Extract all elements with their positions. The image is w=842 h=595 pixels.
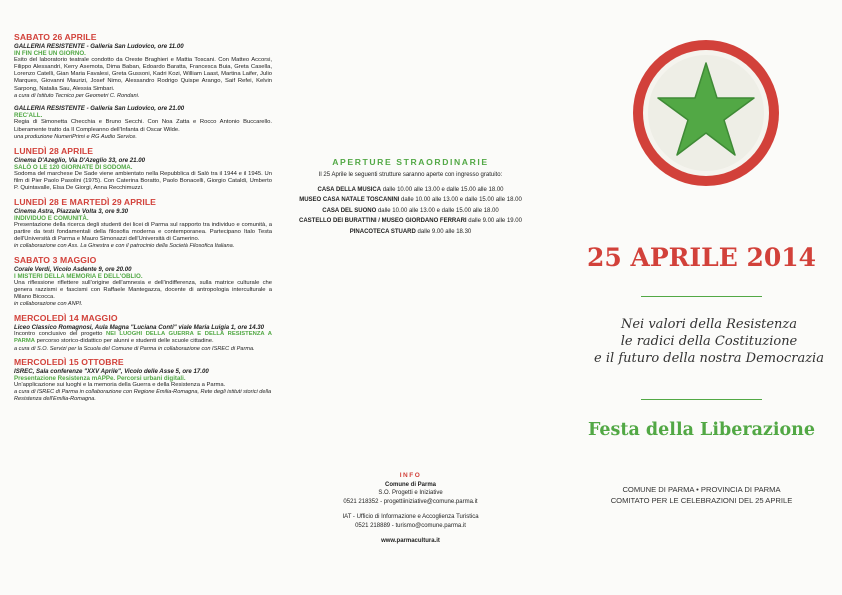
venue-hours: dalle 10.00 alle 13.00 e dalle 15.00 alle 18.00 [399, 197, 522, 204]
venue-name: CASA DELLA MUSICA [317, 187, 382, 193]
motto [589, 316, 829, 367]
event-date: SABATO 26 APRILE [14, 32, 97, 42]
event-description: Un'applicazione sui luoghi e la memoria della Guerra e della Resistenza a Parma. [14, 382, 226, 389]
motto-line: e il futuro della nostra Democrazia [594, 351, 824, 367]
aperture-item [280, 227, 541, 237]
event-credit: in collaborazione con ANPI. [14, 301, 83, 308]
aperture-list [280, 185, 541, 237]
venue-hours: dalle 10.00 alle 13.00 e dalle 15.00 alle 18.00 [376, 207, 499, 214]
event-venue: GALLERIA RESISTENTE - Galleria San Ludovico, ore 21.00 [14, 105, 185, 113]
event-description [14, 331, 272, 345]
venue-name: PINACOTECA STUARD [349, 228, 416, 235]
motto-line: le radici della Costituzione [620, 334, 798, 350]
event-date: MERCOLEDÌ 15 OTTOBRE [14, 357, 124, 368]
events-column [0, 0, 280, 595]
event-section [14, 313, 272, 352]
event-section [14, 357, 272, 403]
info-contact[interactable]: 0521 218889 - turismo@comune.parma.it [355, 523, 466, 530]
event-credit: in collaborazione con Ass. La Ginestra e con il patrocinio della Società Filosofica Italiana. [14, 243, 235, 250]
event-title: INDIVIDUO E COMUNITÀ. [14, 214, 89, 222]
venue-name: CASA DEL SUONO [322, 207, 377, 214]
event-project-name: NEI LUOGHI DELLA GUERRA E DELLA RESISTENZA A PARMA [14, 331, 272, 345]
aperture-item [280, 195, 541, 205]
event-section [14, 197, 272, 250]
venue-name: CASTELLO DEI BURATTINI / MUSEO GIORDANO FERRARI [299, 218, 467, 225]
main-title: 25 APRILE 2014 [586, 243, 817, 272]
event-section [14, 105, 272, 140]
info-title: INFO [399, 472, 422, 479]
aperture-item [280, 206, 541, 216]
venue-hours: dalle 9.00 alle 19.00 [466, 218, 522, 225]
info-contact[interactable]: 0521 218352 - progettiiniziative@comune.parma.it [343, 499, 478, 506]
event-title: SALÒ O LE 120 GIORNATE DI SODOMA. [14, 163, 133, 171]
motto-line: Nei valori della Resistenza [620, 317, 798, 332]
organizers-line: COMITATO PER LE CELEBRAZIONI DEL 25 APRILE [610, 496, 793, 505]
aperture-item [280, 185, 541, 195]
event-section [14, 255, 272, 308]
event-section [14, 146, 272, 192]
event-credit: una produzione NumeriPrimi e RG Audio Service. [14, 133, 137, 140]
event-description-intro: Incontro conclusivo del progetto [14, 331, 107, 338]
event-description-rest: percorso storico-didattico per alunni e studenti delle scuole cittadine. [35, 338, 214, 345]
event-venue: Cinema D'Azeglio, Via D'Azeglio 33, ore 21.00 [14, 156, 146, 164]
info-iat: IAT - Ufficio di Informazione e Accoglienza Turistica [342, 514, 479, 521]
event-section [14, 32, 272, 99]
event-date: MERCOLEDÌ 14 MAGGIO [14, 313, 118, 324]
event-description: Regia di Simonetta Checchia e Bruno Secchi. Con Noa Zatta e Rocco Antonio Buccarello. Liberamente tratto da Il Compleanno dell'Infanta di Oscar Wilde. [14, 119, 272, 133]
event-date: LUNEDÌ 28 APRILE [14, 145, 94, 156]
event-credit: a cura di Istituto Tecnico per Geometri C. Rondani. [14, 92, 140, 99]
event-title: I MISTERI DELLA MEMORIA E DELL'OBLIO. [14, 273, 143, 281]
aperture-item [280, 216, 541, 226]
event-description: Una riflessione riflettere sull'origine dell'amnesia e dell'indifferenza, sulla matrice culturale che genera razzismi e fascismi con Raffaele Mantegazza, docente di antropologia interculturale a Milano Bicocca. [14, 280, 272, 301]
event-credit: a cura di S.O. Servizi per la Scuola del Comune di Parma in collaborazione con ISREC di Parma. [14, 345, 255, 352]
info-department: S.O. Progetti e Iniziative [378, 490, 443, 497]
info-office: Comune di Parma [384, 481, 436, 488]
event-title: IN FIN CHE UN GIORNO. [14, 50, 86, 57]
event-venue: Cinema Astra, Piazzale Volta 3, ore 9.30 [14, 207, 129, 215]
event-credit: a cura di ISREC di Parma in collaborazione con Regione Emilia-Romagna, Rete degli istituti storici della Resistenza dell'Emilia-Romagna. [14, 389, 272, 403]
green-star-rosette-icon [631, 38, 781, 188]
venue-hours: dalle 9.00 alle 18.30 [415, 228, 472, 235]
event-title: REC'ALL. [14, 112, 43, 120]
event-venue: ISREC, Sala conferenze "XXV Aprile", Vicolo delle Asse 5, ore 17.00 [14, 368, 209, 376]
event-title: Presentazione Resistenza mAPPe. Percorsi urbani digitali. [14, 375, 186, 383]
info-block [280, 471, 541, 546]
organizers-line: COMUNE DI PARMA • PROVINCIA DI PARMA [622, 485, 781, 494]
event-description: Esito del laboratorio teatrale condotto da Oreste Braghieri e Mattia Toscani. Con Matteo Accorsi, Filippo Alessandri, Kerry Asemota, Dima Baban, Edoardo Baratta, Francesca Buia, Greta Casella, Lorenzo Catelli, Gian Maria Favalesi, Greta Gussoni, Kadri Kozi, William Laast, Martina Laifer, Julio Marques, Giovanni Maurizi, Josef Nimo, Alessandro Rodrigo Quispe Arango, Saif Refei, Kelvin Sarpong, Natalia Sau, Alessia Simbari. [14, 57, 272, 92]
aperture-intro: Il 25 Aprile le seguenti strutture saranno aperte con ingresso gratuito: [318, 172, 503, 178]
venue-name: MUSEO CASA NATALE TOSCANINI [299, 197, 400, 204]
info-website-link[interactable]: www.parmacultura.it [381, 537, 440, 544]
cover-column [561, 0, 842, 595]
aperture-heading: APERTURE STRAORDINARIE [332, 157, 489, 167]
festa-title: Festa della Liberazione [587, 420, 816, 440]
venue-hours: dalle 10.00 alle 13.00 e dalle 15.00 alle 18.00 [381, 187, 504, 193]
divider [641, 399, 762, 400]
event-date: LUNEDÌ 28 E MARTEDÌ 29 APRILE [14, 196, 157, 207]
event-venue: Corale Verdi, Vicolo Asdente 9, ore 20.00 [14, 266, 132, 274]
event-date: SABATO 3 MAGGIO [14, 255, 97, 266]
event-venue: Liceo Classico Romagnosi, Aula Magna "Luciana Conti" viale Maria Luigia 1, ore 14.30 [14, 324, 265, 332]
divider [641, 296, 762, 297]
organizers [561, 484, 842, 506]
middle-column [280, 0, 561, 595]
event-description: Sodoma del marchese De Sade viene ambientato nella Repubblica di Salò tra il 1944 e il 1945. Un film di Pier Paolo Pasolini (1975). Con Caterina Boratto, Paolo Bonacelli, Giorgio Cataldi, Umberto P. Quintavalle, Elsa De Giorgi, Anna Recchimuzzi. [14, 170, 272, 191]
event-venue: GALLERIA RESISTENTE - Galleria San Ludovico, ore 11.00 [14, 43, 184, 50]
event-description: Presentazione della ricerca degli studenti dei licei di Parma sul rapporto tra individuo e comunità, a partire da testi fondamentali della filosofia moderna e contemporanea. Partecipano Italo Testa dell'Università di Parma e Mauro Simonazzi dell'Università di Camerino. [14, 221, 272, 243]
